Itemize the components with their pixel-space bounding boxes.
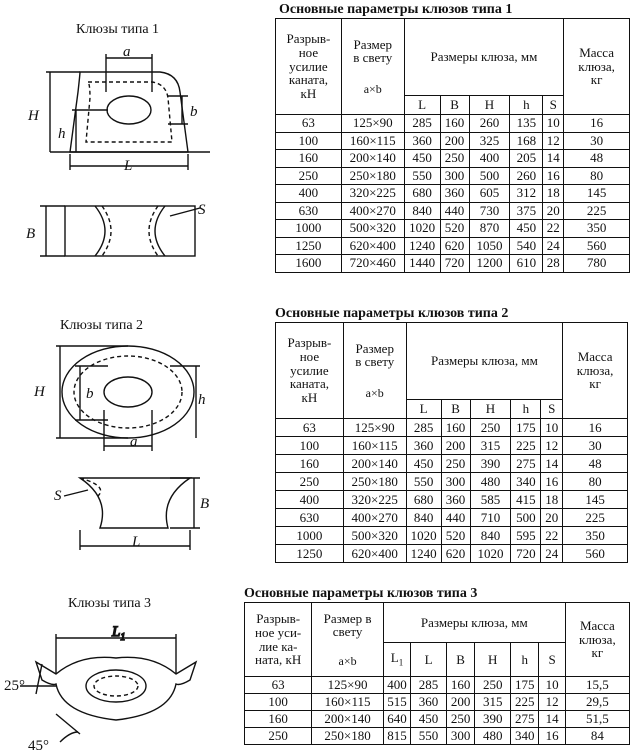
table-row — [276, 509, 628, 527]
table-cell: 285 — [404, 115, 440, 133]
table-cell: 312 — [510, 185, 543, 203]
table-cell: 16 — [564, 115, 630, 133]
table-cell: 840 — [470, 527, 511, 545]
table-cell: 680 — [406, 491, 441, 509]
table-cell: 275 — [511, 711, 539, 728]
type1-label-S: S — [198, 202, 206, 218]
table-row — [276, 132, 630, 150]
table-cell: 605 — [469, 185, 510, 203]
table-row — [245, 677, 630, 694]
table-cell: 630 — [276, 509, 344, 527]
table2-col: h — [511, 400, 541, 419]
table-cell: 250 — [475, 677, 511, 694]
table-cell: 450 — [510, 220, 543, 238]
table2-col: B — [441, 400, 470, 419]
type2-side-drawing — [20, 468, 220, 558]
table-cell: 300 — [441, 473, 470, 491]
table-cell: 375 — [510, 202, 543, 220]
table1-head-dims: Размеры клюза, мм — [404, 19, 564, 96]
table-cell: 160 — [446, 677, 474, 694]
table-cell: 260 — [469, 115, 510, 133]
table-cell: 1240 — [404, 237, 440, 255]
table-cell: 360 — [406, 437, 441, 455]
table-cell: 250 — [276, 473, 344, 491]
table-cell: 550 — [406, 473, 441, 491]
table-cell: 630 — [276, 202, 342, 220]
table-cell: 84 — [565, 728, 629, 745]
table-cell: 145 — [564, 185, 630, 203]
table-cell: 500 — [469, 167, 510, 185]
table-cell: 1050 — [469, 237, 510, 255]
type3-label-25deg: 25° — [4, 678, 25, 694]
table-row — [276, 491, 628, 509]
table-cell: 620×400 — [343, 545, 406, 563]
table-cell: 550 — [411, 728, 447, 745]
table-cell: 160 — [441, 419, 470, 437]
table-row — [276, 527, 628, 545]
table-cell: 168 — [510, 132, 543, 150]
table-cell: 1250 — [276, 545, 344, 563]
table-cell: 250 — [245, 728, 312, 745]
table1-head-force: Разрыв- ное усилие каната, кН — [276, 19, 342, 115]
type3-label-45deg: 45° — [28, 738, 49, 754]
type2-caption: Клюзы типа 2 — [60, 318, 144, 333]
table-cell: 1200 — [469, 255, 510, 273]
table-cell: 10 — [539, 677, 565, 694]
table-cell: 1020 — [404, 220, 440, 238]
type2-label-b: b — [86, 386, 94, 402]
table-cell: 350 — [563, 527, 628, 545]
table-cell: 205 — [510, 150, 543, 168]
table-cell: 400×270 — [341, 202, 404, 220]
table-cell: 340 — [511, 728, 539, 745]
table-cell: 640 — [383, 711, 410, 728]
table-cell: 595 — [511, 527, 541, 545]
table-cell: 870 — [469, 220, 510, 238]
table-cell: 315 — [470, 437, 511, 455]
table-cell: 51,5 — [565, 711, 629, 728]
type2-label-H: H — [34, 384, 45, 400]
table-cell: 200×140 — [343, 455, 406, 473]
table-cell: 100 — [276, 437, 344, 455]
table-row — [276, 419, 628, 437]
table-cell: 720×460 — [341, 255, 404, 273]
table-cell: 390 — [470, 455, 511, 473]
table-cell: 16 — [543, 167, 564, 185]
table-cell: 1020 — [470, 545, 511, 563]
table-cell: 1600 — [276, 255, 342, 273]
table-cell: 48 — [563, 455, 628, 473]
table-cell: 340 — [511, 473, 541, 491]
table3-col: $L_1$ — [383, 643, 410, 677]
table-cell: 480 — [475, 728, 511, 745]
table-cell: 225 — [511, 437, 541, 455]
table-cell: 100 — [276, 132, 342, 150]
table-cell: 12 — [543, 132, 564, 150]
table-cell: 14 — [541, 455, 563, 473]
table-cell: 250×180 — [341, 167, 404, 185]
table1-col: L — [404, 96, 440, 115]
table-cell: 200 — [441, 437, 470, 455]
table-cell: 840 — [404, 202, 440, 220]
table-cell: 160×115 — [312, 694, 384, 711]
table-cell: 320×225 — [343, 491, 406, 509]
table-cell: 285 — [406, 419, 441, 437]
table-cell: 610 — [510, 255, 543, 273]
table-cell: 29,5 — [565, 694, 629, 711]
table2-head-size: Размер в свету a×b — [343, 323, 406, 419]
table-cell: 80 — [564, 167, 630, 185]
table-cell: 500×320 — [341, 220, 404, 238]
type2-label-B: B — [200, 496, 210, 512]
table-cell: 145 — [563, 491, 628, 509]
table-cell: 390 — [475, 711, 511, 728]
table3-col: S — [539, 643, 565, 677]
table-cell: 300 — [446, 728, 474, 745]
type2-front-drawing — [20, 336, 220, 456]
table-row — [276, 455, 628, 473]
table-cell: 400 — [276, 491, 344, 509]
table3-col: B — [446, 643, 474, 677]
table-cell: 300 — [440, 167, 469, 185]
table-cell: 1020 — [406, 527, 441, 545]
table-cell: 500×320 — [343, 527, 406, 545]
table-cell: 63 — [276, 115, 342, 133]
table-cell: 480 — [470, 473, 511, 491]
table1 — [275, 18, 630, 273]
table2-col: S — [541, 400, 563, 419]
table-cell: 15,5 — [565, 677, 629, 694]
table-cell: 14 — [543, 150, 564, 168]
table-cell: 550 — [404, 167, 440, 185]
table-cell: 440 — [440, 202, 469, 220]
table-row — [276, 255, 630, 273]
table-cell: 620×400 — [341, 237, 404, 255]
table-cell: 225 — [511, 694, 539, 711]
table-cell: 30 — [563, 437, 628, 455]
table1-col: B — [440, 96, 469, 115]
table-cell: 720 — [440, 255, 469, 273]
table-cell: 20 — [541, 509, 563, 527]
table-cell: 20 — [543, 202, 564, 220]
table2 — [275, 322, 628, 563]
table-cell: 325 — [469, 132, 510, 150]
table-cell: 540 — [510, 237, 543, 255]
table-cell: 360 — [411, 694, 447, 711]
table-cell: 18 — [543, 185, 564, 203]
type2-label-L: L — [132, 534, 141, 550]
table3-head-mass: Масса клюза, кг — [565, 603, 629, 677]
table2-title: Основные параметры клюзов типа 2 — [275, 306, 509, 321]
table-row — [276, 202, 630, 220]
table3 — [244, 602, 630, 745]
table-cell: 730 — [469, 202, 510, 220]
table-cell: 175 — [511, 419, 541, 437]
table-cell: 22 — [541, 527, 563, 545]
table-cell: 14 — [539, 711, 565, 728]
table-cell: 515 — [383, 694, 410, 711]
table-cell: 450 — [404, 150, 440, 168]
table-cell: 24 — [541, 545, 563, 563]
table-cell: 125×90 — [312, 677, 384, 694]
table-cell: 10 — [541, 419, 563, 437]
table-cell: 250 — [470, 419, 511, 437]
table-cell: 450 — [406, 455, 441, 473]
table-cell: 400×270 — [343, 509, 406, 527]
type1-front-drawing — [20, 42, 220, 172]
table2-col: H — [470, 400, 511, 419]
table-cell: 520 — [440, 220, 469, 238]
table2-head-force: Разрыв- ное усилие каната, кН — [276, 323, 344, 419]
table-cell: 1000 — [276, 527, 344, 545]
table-cell: 250×180 — [312, 728, 384, 745]
table3-head-force: Разрыв- ное уси- лие ка- ната, кН — [245, 603, 312, 677]
table-row — [245, 728, 630, 745]
table-cell: 620 — [440, 237, 469, 255]
table-row — [276, 437, 628, 455]
table-row — [276, 237, 630, 255]
table-cell: 415 — [511, 491, 541, 509]
table-cell: 200×140 — [312, 711, 384, 728]
table-cell: 360 — [404, 132, 440, 150]
table-cell: 125×90 — [343, 419, 406, 437]
table-cell: 710 — [470, 509, 511, 527]
type3-caption: Клюзы типа 3 — [68, 596, 152, 611]
table-cell: 16 — [563, 419, 628, 437]
table2-head-dims: Размеры клюза, мм — [406, 323, 563, 400]
table-cell: 160×115 — [343, 437, 406, 455]
table-cell: 285 — [411, 677, 447, 694]
table-cell: 48 — [564, 150, 630, 168]
table-cell: 160 — [245, 711, 312, 728]
table-cell: 225 — [563, 509, 628, 527]
table-cell: 320×225 — [341, 185, 404, 203]
table-cell: 16 — [541, 473, 563, 491]
type1-label-H: H — [28, 108, 39, 124]
table-row — [276, 545, 628, 563]
table-cell: 250 — [440, 150, 469, 168]
table-row — [276, 167, 630, 185]
table-cell: 315 — [475, 694, 511, 711]
table-cell: 360 — [441, 491, 470, 509]
table-cell: 560 — [563, 545, 628, 563]
table-cell: 1240 — [406, 545, 441, 563]
table-cell: 360 — [440, 185, 469, 203]
table-cell: 63 — [245, 677, 312, 694]
table-cell: 400 — [383, 677, 410, 694]
table-cell: 250 — [441, 455, 470, 473]
table-cell: 250 — [276, 167, 342, 185]
table-cell: 560 — [564, 237, 630, 255]
type1-top-drawing — [20, 196, 220, 266]
type3-label-L1: $L_1$ — [112, 624, 126, 643]
table3-head-size: Размер в свету a×b — [312, 603, 384, 677]
table-cell: 175 — [511, 677, 539, 694]
table-cell: 350 — [564, 220, 630, 238]
table-row — [245, 694, 630, 711]
table-cell: 160 — [276, 150, 342, 168]
table-cell: 200 — [446, 694, 474, 711]
table-cell: 260 — [510, 167, 543, 185]
type1-label-a: a — [123, 44, 131, 60]
table3-col: h — [511, 643, 539, 677]
table-cell: 250×180 — [343, 473, 406, 491]
table-cell: 450 — [411, 711, 447, 728]
table-cell: 400 — [469, 150, 510, 168]
table-cell: 520 — [441, 527, 470, 545]
table-cell: 275 — [511, 455, 541, 473]
table2-col: L — [406, 400, 441, 419]
type2-label-h: h — [198, 392, 206, 408]
table-row — [245, 711, 630, 728]
table2-head-mass: Масса клюза, кг — [563, 323, 628, 419]
table-cell: 22 — [543, 220, 564, 238]
table-cell: 585 — [470, 491, 511, 509]
table-cell: 160 — [276, 455, 344, 473]
table1-col: S — [543, 96, 564, 115]
table-cell: 135 — [510, 115, 543, 133]
table3-title: Основные параметры клюзов типа 3 — [244, 586, 478, 601]
table-cell: 225 — [564, 202, 630, 220]
type2-label-a: a — [130, 434, 138, 450]
table3-col: L — [411, 643, 447, 677]
table-cell: 680 — [404, 185, 440, 203]
table-cell: 160 — [440, 115, 469, 133]
table-cell: 1440 — [404, 255, 440, 273]
table-cell: 620 — [441, 545, 470, 563]
table-cell: 160×115 — [341, 132, 404, 150]
table-cell: 10 — [543, 115, 564, 133]
table1-head-mass: Масса клюза, кг — [564, 19, 630, 115]
type1-label-B: B — [26, 226, 36, 242]
table-row — [276, 115, 630, 133]
table-cell: 28 — [543, 255, 564, 273]
table-cell: 80 — [563, 473, 628, 491]
type1-label-L: L — [124, 158, 133, 174]
table-cell: 18 — [541, 491, 563, 509]
table-cell: 500 — [511, 509, 541, 527]
table-cell: 400 — [276, 185, 342, 203]
table-row — [276, 220, 630, 238]
type3-front-drawing — [0, 614, 230, 754]
table-cell: 440 — [441, 509, 470, 527]
table1-col: h — [510, 96, 543, 115]
table1-title: Основные параметры клюзов типа 1 — [279, 2, 513, 17]
table1-col: H — [469, 96, 510, 115]
table-cell: 125×90 — [341, 115, 404, 133]
table-cell: 840 — [406, 509, 441, 527]
table-cell: 30 — [564, 132, 630, 150]
table-cell: 815 — [383, 728, 410, 745]
type1-label-h: h — [58, 126, 66, 142]
table-cell: 200 — [440, 132, 469, 150]
table-cell: 63 — [276, 419, 344, 437]
table-cell: 100 — [245, 694, 312, 711]
table-row — [276, 150, 630, 168]
type1-label-b: b — [190, 104, 198, 120]
table-cell: 250 — [446, 711, 474, 728]
table-cell: 780 — [564, 255, 630, 273]
table-cell: 200×140 — [341, 150, 404, 168]
type1-caption: Клюзы типа 1 — [76, 22, 160, 37]
table3-head-dims: Размеры клюза, мм — [383, 603, 565, 643]
table-cell: 12 — [539, 694, 565, 711]
table-cell: 24 — [543, 237, 564, 255]
table1-head-size: Размер в свету a×b — [341, 19, 404, 115]
table-cell: 1000 — [276, 220, 342, 238]
table-cell: 1250 — [276, 237, 342, 255]
table-row — [276, 185, 630, 203]
table-cell: 12 — [541, 437, 563, 455]
table-row — [276, 473, 628, 491]
table3-col: H — [475, 643, 511, 677]
type2-label-S: S — [54, 488, 62, 504]
table-cell: 720 — [511, 545, 541, 563]
table-cell: 16 — [539, 728, 565, 745]
